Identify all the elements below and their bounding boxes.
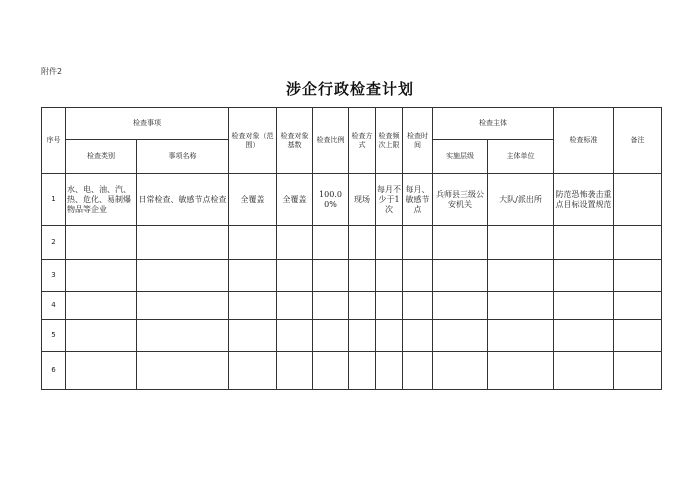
- cell-seq: 1: [42, 174, 66, 226]
- cell-ratio: 100.00%: [313, 174, 349, 226]
- header-check-items: 检查事项: [66, 108, 229, 140]
- cell-method: 现场: [349, 174, 376, 226]
- attachment-label: 附件2: [41, 67, 63, 76]
- header-target-count: 检查对象基数: [277, 108, 313, 174]
- cell-impl-level: 兵师县三级公安机关: [433, 174, 488, 226]
- table-row: [42, 320, 662, 352]
- header-impl-level: 实施层级: [433, 140, 488, 174]
- header-standard: 检查标准: [554, 108, 614, 174]
- cell-time: 每月、敏感节点: [403, 174, 433, 226]
- header-ratio: 检查比例: [313, 108, 349, 174]
- header-seq: 序号: [42, 108, 66, 174]
- header-remark: 备注: [614, 108, 662, 174]
- table-row: [42, 352, 662, 390]
- cell-category: 水、电、油、汽、热、危化、易制爆物品等企业: [66, 174, 137, 226]
- cell-seq: 5: [42, 320, 66, 352]
- header-frequency: 检查频次上限: [376, 108, 403, 174]
- cell-seq: 6: [42, 352, 66, 390]
- cell-target-count: 全覆盖: [277, 174, 313, 226]
- header-item-name: 事项名称: [137, 140, 229, 174]
- cell-remark: [614, 174, 662, 226]
- header-method: 检查方式: [349, 108, 376, 174]
- table-row: [42, 260, 662, 292]
- cell-seq: 3: [42, 260, 66, 292]
- header-unit: 主体单位: [488, 140, 554, 174]
- cell-target: 全覆盖: [229, 174, 277, 226]
- cell-seq: 4: [42, 292, 66, 320]
- table-row: [42, 226, 662, 260]
- cell-standard: 防范恐怖袭击重点目标设置规范: [554, 174, 614, 226]
- cell-seq: 2: [42, 226, 66, 260]
- table-row: [42, 292, 662, 320]
- page-title: 涉企行政检查计划: [285, 80, 414, 98]
- header-row-1: [42, 108, 662, 140]
- header-time: 检查时间: [403, 108, 433, 174]
- table-row: [42, 174, 662, 226]
- header-check-category: 检查类别: [66, 140, 137, 174]
- header-subject: 检查主体: [433, 108, 554, 140]
- header-target: 检查对象（范围）: [229, 108, 277, 174]
- cell-unit: 大队/派出所: [488, 174, 554, 226]
- cell-item-name: 日常检查、敏感节点检查: [137, 174, 229, 226]
- inspection-plan-table: [41, 107, 662, 390]
- cell-frequency: 每月不少于1次: [376, 174, 403, 226]
